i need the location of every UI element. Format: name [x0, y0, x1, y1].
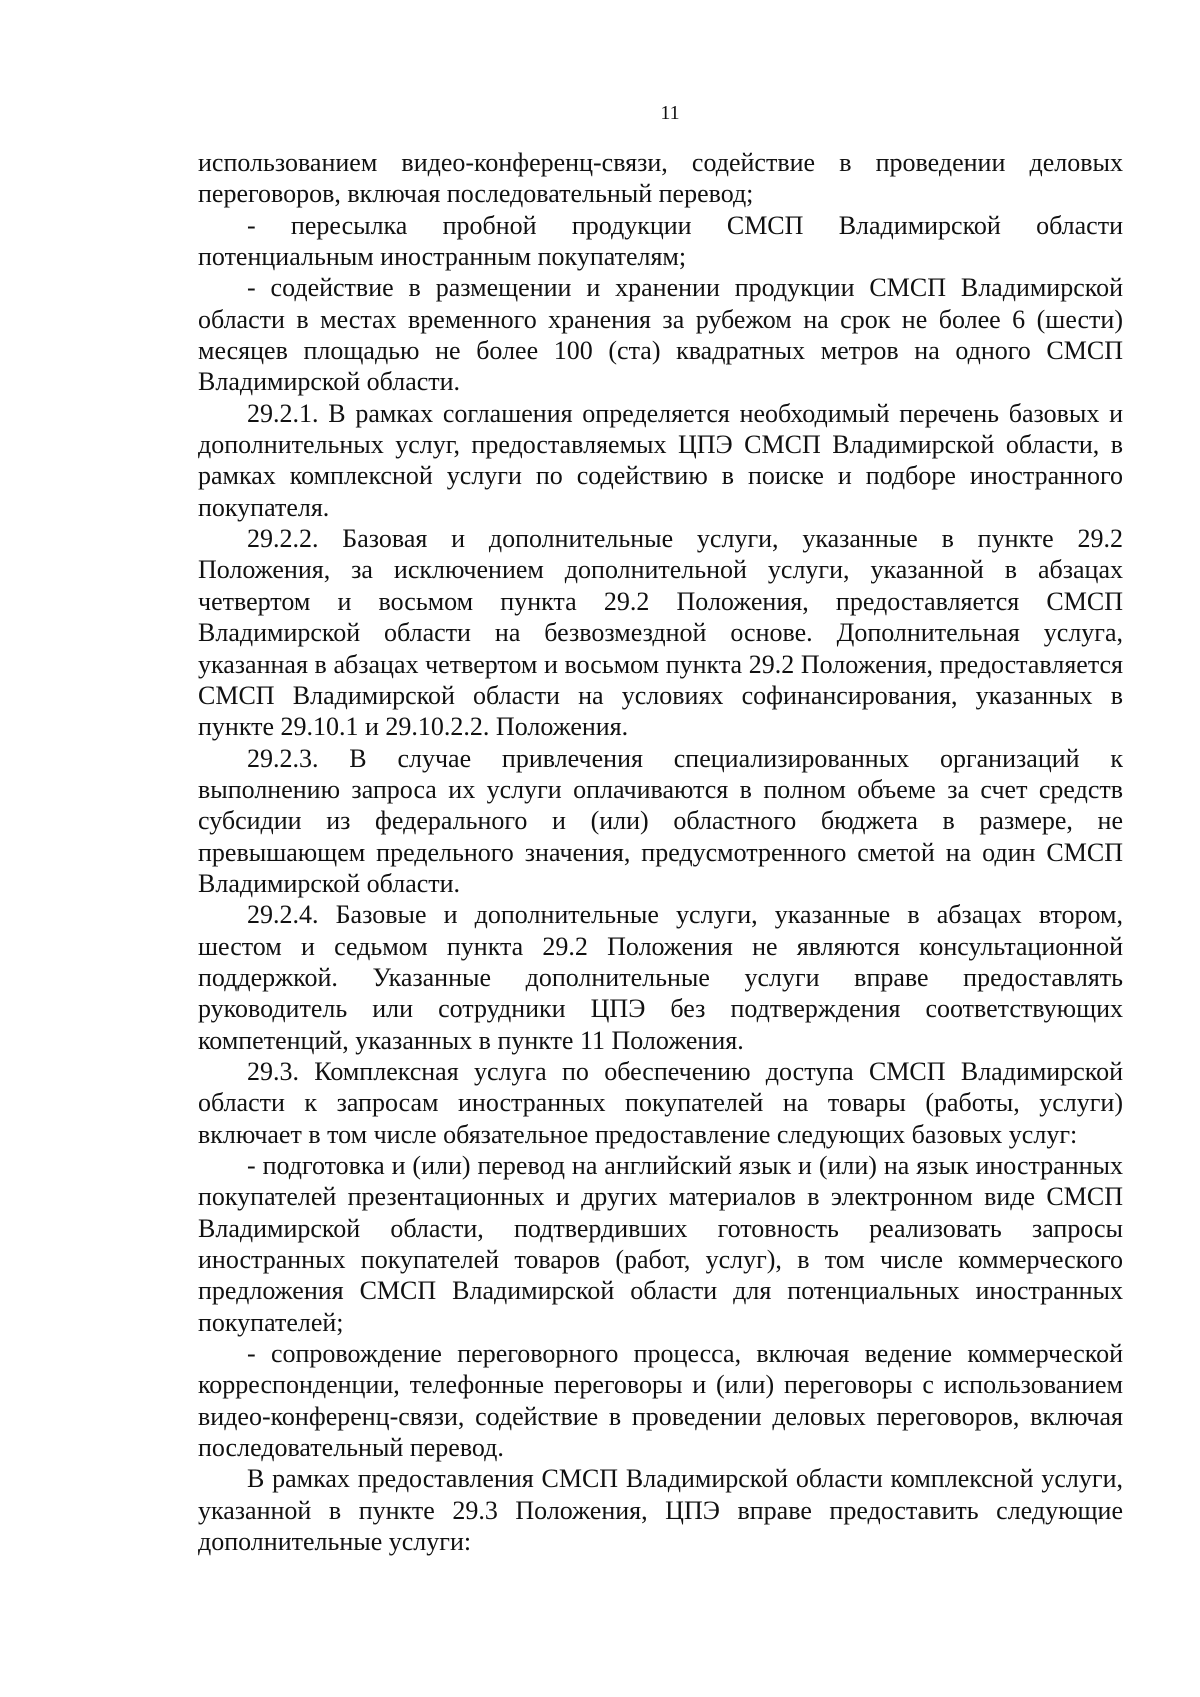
page-number: 11 — [660, 102, 680, 124]
paragraph-bullet-translation: - подготовка и (или) перевод на английский язык и (или) на язык иностранных покупателей презентационных и других материалов в электронном виде СМСП Владимирской области, подтвердивших готовность реализовать запросы иностранных покупателей товаров (работ, услуг), в том числе коммерческого предложения СМСП Владимирской области для потенциальных иностранных покупателей; — [198, 1151, 1123, 1337]
paragraph-bullet-storage: - содействие в размещении и хранении продукции СМСП Владимирской области в местах временного хранения за рубежом на срок не более 6 (шести) месяцев площадью не более 100 (ста) квадратных метров на одного СМСП Владимирской области. — [198, 273, 1123, 397]
paragraph-29-2-1: 29.2.1. В рамках соглашения определяется необходимый перечень базовых и дополнительных услуг, предоставляемых ЦПЭ СМСП Владимирской области, в рамках комплексной услуги по содействию в поиске и подборе иностранного покупателя. — [198, 398, 1123, 522]
paragraph-29-2-4: 29.2.4. Базовые и дополнительные услуги, указанные в абзацах втором, шестом и седьмом пункта 29.2 Положения не являются консультационной поддержкой. Указанные дополнительные услуги вправе предоставлять руководитель или сотрудники ЦПЭ без подтверждения соответствующих компетенций, указанных в пункте 11 Положения. — [198, 900, 1123, 1055]
paragraph-bullet-negotiation: - сопровождение переговорного процесса, включая ведение коммерческой корреспонденции, телефонные переговоры и (или) переговоры с использованием видео-конференц-связи, содействие в проведении деловых переговоров, включая последовательный перевод. — [198, 1339, 1123, 1463]
paragraph-bullet-sample-shipping: - пересылка пробной продукции СМСП Владимирской области потенциальным иностранным покупателям; — [198, 210, 1123, 272]
paragraph-additional-services: В рамках предоставления СМСП Владимирской области комплексной услуги, указанной в пункте 29.3 Положения, ЦПЭ вправе предоставить следующие дополнительные услуги: — [198, 1464, 1123, 1557]
document-body — [198, 147, 1123, 1557]
paragraph-29-2-3: 29.2.3. В случае привлечения специализированных организаций к выполнению запроса их услуги оплачиваются в полном объеме за счет средств субсидии из федерального и (или) областного бюджета в размере, не превышающем предельного значения, предусмотренного сметой на один СМСП Владимирской области. — [198, 743, 1123, 898]
paragraph-29-2-2: 29.2.2. Базовая и дополнительные услуги, указанные в пункте 29.2 Положения, за исключением дополнительной услуги, указанной в абзацах четвертом и восьмом пункта 29.2 Положения, предоставляется СМСП Владимирской области на безвозмездной основе. Дополнительная услуга, указанная в абзацах четвертом и восьмом пункта 29.2 Положения, предоставляется СМСП Владимирской области на условиях софинансирования, указанных в пункте 29.10.1 и 29.10.2.2. Положения. — [198, 524, 1123, 742]
paragraph-continuation: использованием видео-конференц-связи, содействие в проведении деловых переговоров, включая последовательный перевод; — [198, 148, 1123, 209]
paragraph-29-3: 29.3. Комплексная услуга по обеспечению доступа СМСП Владимирской области к запросам иностранных покупателей на товары (работы, услуги) включает в том числе обязательное предоставление следующих базовых услуг: — [198, 1056, 1123, 1149]
